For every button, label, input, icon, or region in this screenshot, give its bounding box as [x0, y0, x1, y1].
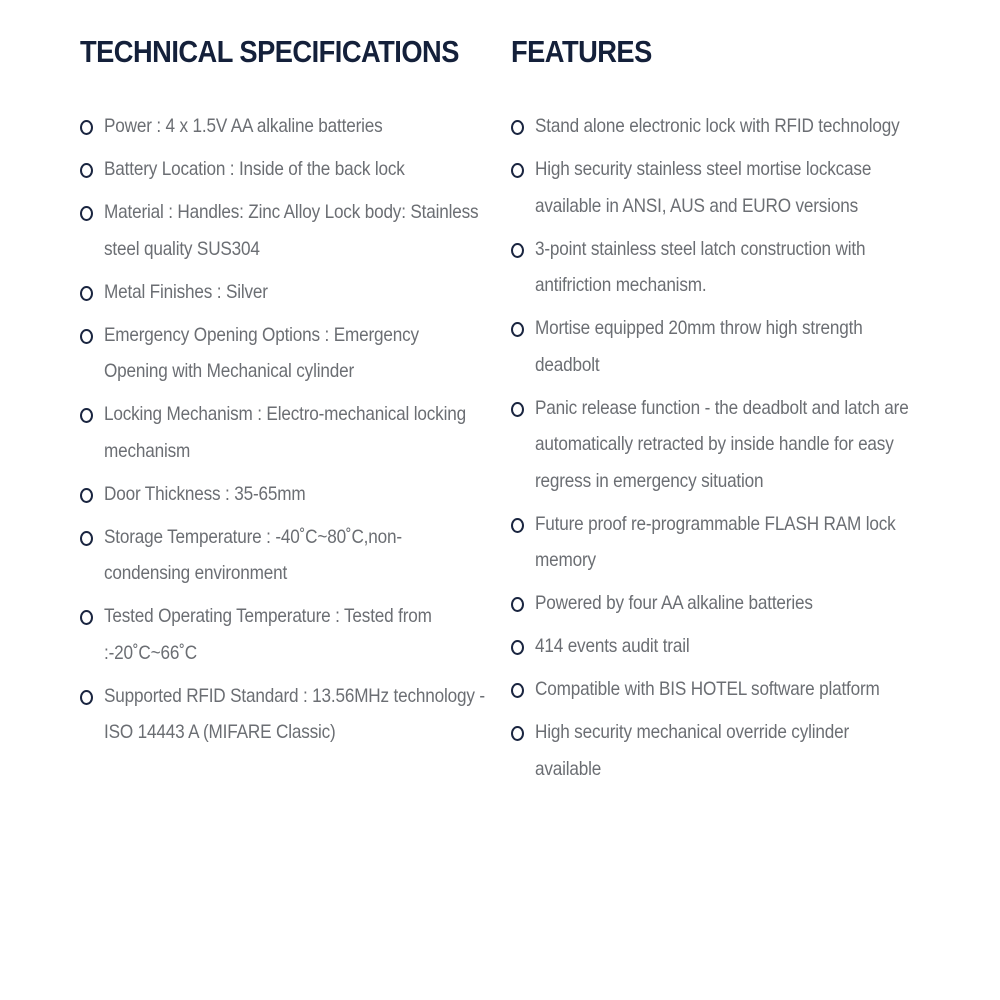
- circle-bullet-icon: [80, 286, 93, 301]
- circle-bullet-icon: [80, 408, 93, 423]
- circle-bullet-icon: [80, 531, 93, 546]
- list-item-text: Metal Finishes : Silver: [104, 280, 268, 303]
- list-item-text: Power : 4 x 1.5V AA alkaline batteries: [104, 115, 383, 137]
- list-item: [80, 598, 539, 671]
- circle-bullet-icon: [511, 683, 524, 698]
- list-item: [511, 108, 970, 145]
- list-item: [80, 194, 539, 267]
- circle-bullet-icon: [80, 329, 93, 344]
- list-item: [511, 390, 970, 500]
- circle-bullet-icon: [511, 243, 524, 258]
- list-item: [511, 506, 970, 579]
- circle-bullet-icon: [511, 322, 524, 337]
- technical-specifications-heading: TECHNICAL SPECIFICATIONS: [80, 34, 459, 69]
- circle-bullet-icon: [511, 120, 524, 135]
- list-item-text: Supported RFID Standard : 13.56MHz technology - ISO 14443 A (MIFARE Classic): [104, 684, 485, 743]
- list-item-text: Future proof re-programmable FLASH RAM lock memory: [535, 512, 896, 571]
- list-item: [511, 585, 970, 622]
- list-item: [511, 231, 970, 304]
- circle-bullet-icon: [511, 726, 524, 741]
- list-item-text: High security stainless steel mortise lockcase available in ANSI, AUS and EURO versions: [535, 158, 872, 217]
- list-item: [80, 108, 539, 145]
- features-list: [511, 108, 970, 794]
- list-item-text: Emergency Opening Options : Emergency Opening with Mechanical cylinder: [104, 323, 419, 382]
- list-item-text: 3-point stainless steel latch construction with antifriction mechanism.: [535, 237, 866, 296]
- list-item-text: Mortise equipped 20mm throw high strength deadbolt: [535, 317, 863, 376]
- list-item: [80, 678, 539, 751]
- list-item: [511, 671, 970, 708]
- list-item-text: 414 events audit trail: [535, 635, 690, 657]
- technical-specifications-list: [80, 108, 539, 757]
- list-item-text: Tested Operating Temperature : Tested from :-20˚C~66˚C: [104, 605, 432, 664]
- list-item-text: Material : Handles: Zinc Alloy Lock body: Stainless steel quality SUS304: [104, 201, 479, 260]
- list-item-text: Powered by four AA alkaline batteries: [535, 592, 813, 614]
- circle-bullet-icon: [511, 402, 524, 417]
- list-item: [511, 714, 970, 787]
- list-item-text: Compatible with BIS HOTEL software platform: [535, 678, 880, 700]
- list-item-text: Door Thickness : 35-65mm: [104, 482, 306, 505]
- list-item: [80, 317, 539, 390]
- circle-bullet-icon: [80, 610, 93, 625]
- list-item: [80, 396, 539, 469]
- circle-bullet-icon: [80, 120, 93, 135]
- list-item: [511, 151, 970, 224]
- circle-bullet-icon: [511, 597, 524, 612]
- list-item-text: Storage Temperature : -40˚C~80˚C,non-condensing environment: [104, 525, 402, 584]
- circle-bullet-icon: [511, 640, 524, 655]
- list-item-text: Locking Mechanism : Electro-mechanical locking mechanism: [104, 403, 466, 462]
- list-item: [511, 628, 970, 665]
- list-item: [80, 274, 539, 311]
- features-heading: FEATURES: [511, 34, 652, 69]
- circle-bullet-icon: [80, 488, 93, 503]
- list-item-text: Stand alone electronic lock with RFID technology: [535, 115, 900, 137]
- list-item-text: Panic release function - the deadbolt and latch are automatically retracted by inside handle for easy regress in emergency situation: [535, 396, 909, 492]
- circle-bullet-icon: [511, 518, 524, 533]
- circle-bullet-icon: [80, 690, 93, 705]
- list-item-text: High security mechanical override cylinder available: [535, 721, 850, 780]
- list-item: [80, 519, 539, 592]
- list-item: [511, 310, 970, 383]
- circle-bullet-icon: [80, 206, 93, 221]
- list-item: [80, 476, 539, 513]
- list-item-text: Battery Location : Inside of the back lock: [104, 158, 405, 180]
- list-item: [80, 151, 539, 188]
- circle-bullet-icon: [80, 163, 93, 178]
- circle-bullet-icon: [511, 163, 524, 178]
